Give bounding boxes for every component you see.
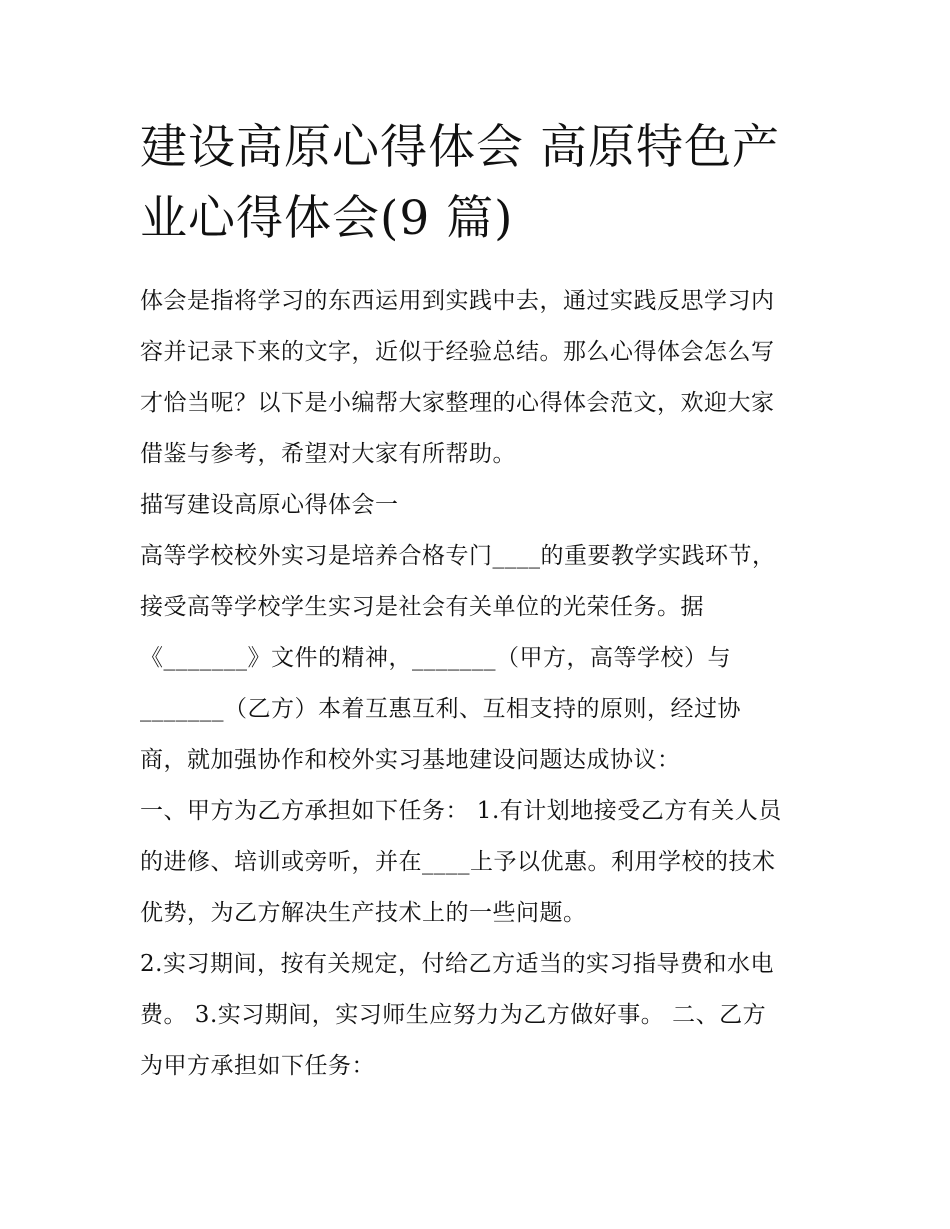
body-line: 体会是指将学习的东西运用到实践中去，通过实践反思学习内 (140, 288, 775, 314)
body-line: 商，就加强协作和校外实习基地建设问题达成协议： (140, 747, 681, 773)
document-body (140, 276, 830, 1092)
body-line: 高等学校校外实习是培养合格专门____的重要教学实践环节， (140, 543, 776, 569)
body-line: 容并记录下来的文字，近似于经验总结。那么心得体会怎么写 (140, 339, 775, 365)
body-line: _______（乙方）本着互惠互利、互相支持的原则，经过协 (140, 696, 741, 722)
section-heading: 描写建设高原心得体会一 (140, 492, 399, 518)
body-line: 优势，为乙方解决生产技术上的一些问题。 (140, 900, 587, 926)
body-line: 的进修、培训或旁听，并在____上予以优惠。利用学校的技术 (140, 849, 776, 875)
document-title (140, 112, 830, 254)
title-line-1: 建设高原心得体会 高原特色产 (140, 120, 780, 175)
body-line: 接受高等学校学生实习是社会有关单位的光荣任务。据 (140, 594, 704, 620)
body-line: 《_______》文件的精神，_______（甲方，高等学校）与 (140, 645, 731, 671)
body-line: 一、甲方为乙方承担如下任务： 1.有计划地接受乙方有关人员 (140, 798, 782, 824)
body-line: 为甲方承担如下任务： (140, 1053, 375, 1079)
body-line: 才恰当呢？以下是小编帮大家整理的心得体会范文，欢迎大家 (140, 390, 775, 416)
body-line: 2.实习期间，按有关规定，付给乙方适当的实习指导费和水电 (140, 951, 774, 977)
body-line: 费。 3.实习期间，实习师生应努力为乙方做好事。 二、乙方 (140, 1002, 767, 1028)
document-page (140, 112, 830, 1092)
body-line: 借鉴与参考，希望对大家有所帮助。 (140, 441, 516, 467)
title-line-2: 业心得体会(9 篇) (140, 191, 514, 246)
